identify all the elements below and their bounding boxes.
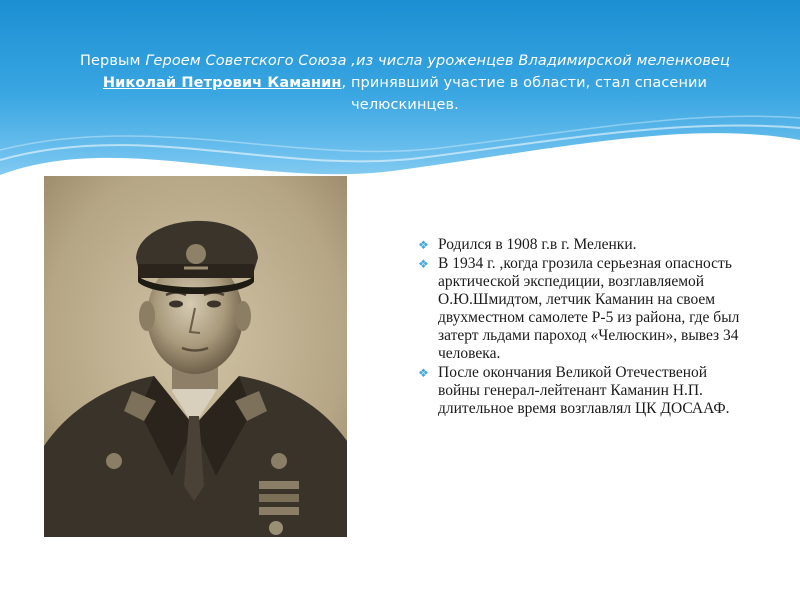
bullet-list — [418, 236, 748, 418]
title-text-1: Первым — [80, 53, 146, 69]
title-name-link[interactable]: Николай Петрович Каманин — [102, 75, 342, 91]
list-item-text: В 1934 г. ,когда грозила серьезная опасность арктической экспедиции, возглавляемой О.Ю.Шмидтом, летчик Каманин на своем двухместном самолете Р-5 из района, где был затерт льдами пароход «Челюскин», вывез 34 человека. — [438, 255, 740, 362]
portrait-image — [44, 176, 347, 537]
bullet-icon: ❖ — [418, 257, 429, 271]
list-item-text: Родился в 1908 г.в г. Меленки. — [438, 236, 637, 253]
title-text-2: Героем Советского Союза ,из числа уроженцев Владимирской меленковец — [145, 53, 730, 69]
bullet-content — [418, 236, 748, 419]
list-item — [418, 236, 748, 254]
title-text-3: , принявший участие в области, стал спасении челюскинцев. — [341, 75, 708, 113]
slide-title — [60, 50, 750, 116]
bullet-icon: ❖ — [418, 366, 429, 380]
list-item — [418, 364, 748, 418]
list-item-text: После окончания Великой Отечественой войны генерал-лейтенант Каманин Н.П. длительное время возглавлял ЦК ДОСААФ. — [438, 364, 730, 417]
portrait-photo — [44, 176, 347, 537]
bullet-icon: ❖ — [418, 238, 429, 252]
list-item — [418, 255, 748, 363]
